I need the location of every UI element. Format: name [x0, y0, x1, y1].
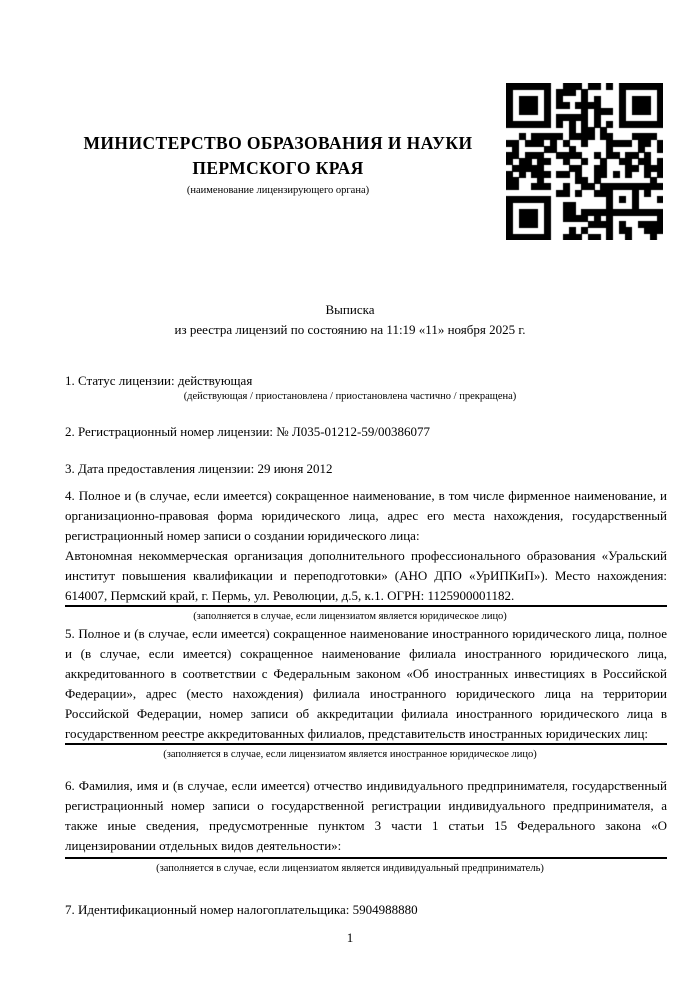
ministry-name-line1: МИНИСТЕРСТВО ОБРАЗОВАНИЯ И НАУКИ: [83, 133, 473, 153]
section-1-license-status: 1. Статус лицензии: действующая: [65, 373, 253, 388]
section-7-taxpayer-number: 7. Идентификационный номер налогоплательщика: 5904988880: [65, 902, 418, 917]
page-number: 1: [346, 930, 354, 945]
section-3-license-date: 3. Дата предоставления лицензии: 29 июня 2012: [65, 461, 333, 476]
section-5-foreign-entity: [65, 624, 667, 744]
document-title: [49, 300, 651, 340]
section-4-label: 4. Полное и (в случае, если имеется) сокращенное наименование, в том числе фирменное наименование, и организационно-правовая форма юридического лица, адрес его места нахождения, государственный регистрационный номер записи о создании юридического лица:: [65, 488, 667, 543]
section-5-label: 5. Полное и (в случае, если имеется) сокращенное наименование иностранного юридического лица, полное и (в случае, если имеется) сокращенное наименование филиала иностранного юридического лица, аккредитованного в соответствии с Федеральным законом «Об иностранных инвестициях в Российской Федерации», адрес (место нахождения) филиала иностранного юридического лица на территории Российской Федерации, номер записи об аккредитации филиала иностранного юридического лица в государственном реестре аккредитованных филиалов, представительств иностранных юридических лиц:: [65, 626, 667, 741]
ministry-name-line2: ПЕРМСКОГО КРАЯ: [192, 158, 364, 178]
document-title-line1: Выписка: [325, 302, 375, 317]
document-title-line2: из реестра лицензий по состоянию на 11:19 «11» ноября 2025 г.: [174, 322, 526, 337]
section-5-underline: [65, 743, 667, 745]
ministry-caption: (наименование лицензирующего органа): [186, 185, 370, 196]
section-6-label: 6. Фамилия, имя и (в случае, если имеется) отчество индивидуального предпринимателя, государственный регистрационный номер записи о государственной регистрации индивидуального предпринимателя, а также иные сведения, предусмотренные пунктом 3 части 1 статьи 15 Федерального закона «О лицензировании отдельных видов деятельности»:: [65, 778, 667, 853]
section-4-value: Автономная некоммерческая организация дополнительного профессионального образования «Уральский институт повышения квалификации и переподготовки» (АНО ДПО «УрИПКиП»). Место нахождения: 614007, Пермский край, г. Пермь, ул. Революции, д.5, к.1. ОГРН: 1125900001182.: [65, 548, 667, 603]
section-4-underline: [65, 605, 667, 607]
section-6-individual-entrepreneur: [65, 776, 667, 856]
section-5-caption: (заполняется в случае, если лицензиатом является иностранное юридическое лицо): [163, 749, 537, 760]
section-4-caption: (заполняется в случае, если лицензиатом является юридическое лицо): [193, 611, 507, 622]
section-2-registration-number: 2. Регистрационный номер лицензии: № Л035-01212-59/00386077: [65, 424, 431, 439]
licensing-authority-header: [40, 131, 516, 197]
section-6-underline: [65, 857, 667, 859]
qr-code-icon: [506, 83, 663, 240]
section-1-caption: (действующая / приостановлена / приостановлена частично / прекращена): [183, 391, 517, 402]
section-6-caption: (заполняется в случае, если лицензиатом является индивидуальный предприниматель): [156, 863, 544, 874]
section-4-legal-entity: [65, 486, 667, 606]
